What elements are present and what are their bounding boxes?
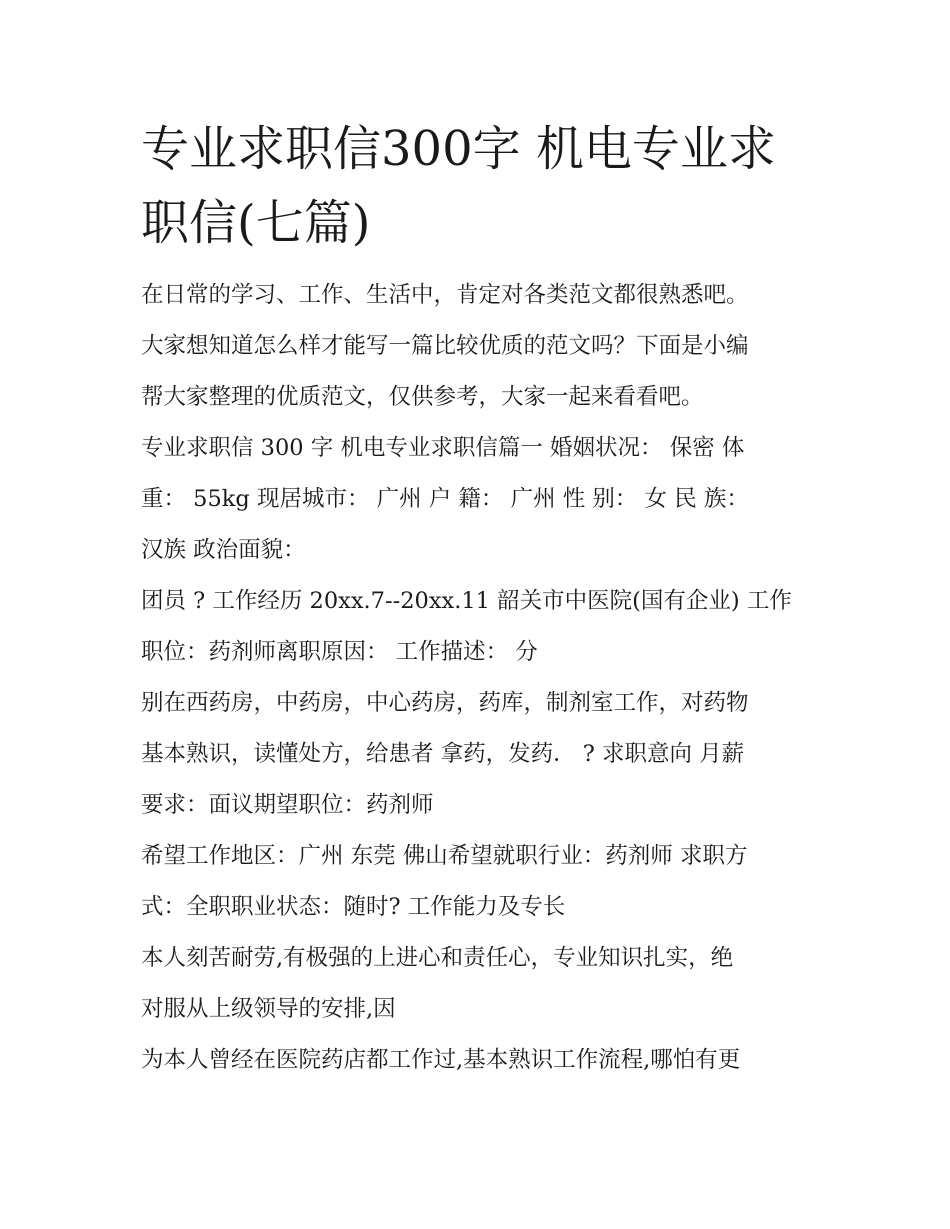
body-line: 团员 ? 工作经历 20xx.7--20xx.11 韶关市中医院(国有企业) 工作 (141, 588, 792, 614)
body-line: 大家想知道怎么样才能写一篇比较优质的范文吗？下面是小编 (141, 333, 749, 359)
body-line: 职位：药剂师离职原因： 工作描述： 分 (141, 639, 538, 665)
body-line: 本人刻苦耐劳,有极强的上进心和责任心，专业知识扎实，绝 (141, 945, 734, 971)
body-line: 对服从上级领导的安排,因 (141, 996, 396, 1022)
document-page (141, 112, 821, 1086)
body-line: 为本人曾经在医院药店都工作过,基本熟识工作流程,哪怕有更 (141, 1047, 741, 1073)
body-line: 汉族 政治面貌： (141, 537, 306, 563)
body-line: 希望工作地区：广州 东莞 佛山希望就职行业：药剂师 求职方 (141, 843, 748, 869)
body-line: 专业求职信 300 字 机电专业求职信篇一 婚姻状况： 保密 体 (141, 435, 745, 461)
body-line: 帮大家整理的优质范文，仅供参考，大家一起来看看吧。 (141, 384, 704, 410)
body-line: 式：全职职业状态：随时? 工作能力及专长 (141, 894, 566, 920)
body-line: 要求：面议期望职位：药剂师 (141, 792, 434, 818)
document-body (141, 270, 821, 1086)
body-line: 在日常的学习、工作、生活中，肯定对各类范文都很熟悉吧。 (141, 282, 749, 308)
body-line: 重： 55kg 现居城市： 广州 户 籍： 广州 性 别： 女 民 族： (141, 486, 749, 512)
body-line: 别在西药房，中药房，中心药房，药库，制剂室工作，对药物 (141, 690, 749, 716)
title-line: 专业求职信300字 机电专业求 (141, 121, 776, 177)
body-line: 基本熟识，读懂处方，给患者 拿药，发药． ? 求职意向 月薪 (141, 741, 745, 767)
title-line: 职信(七篇) (141, 195, 371, 251)
document-title (141, 112, 821, 260)
